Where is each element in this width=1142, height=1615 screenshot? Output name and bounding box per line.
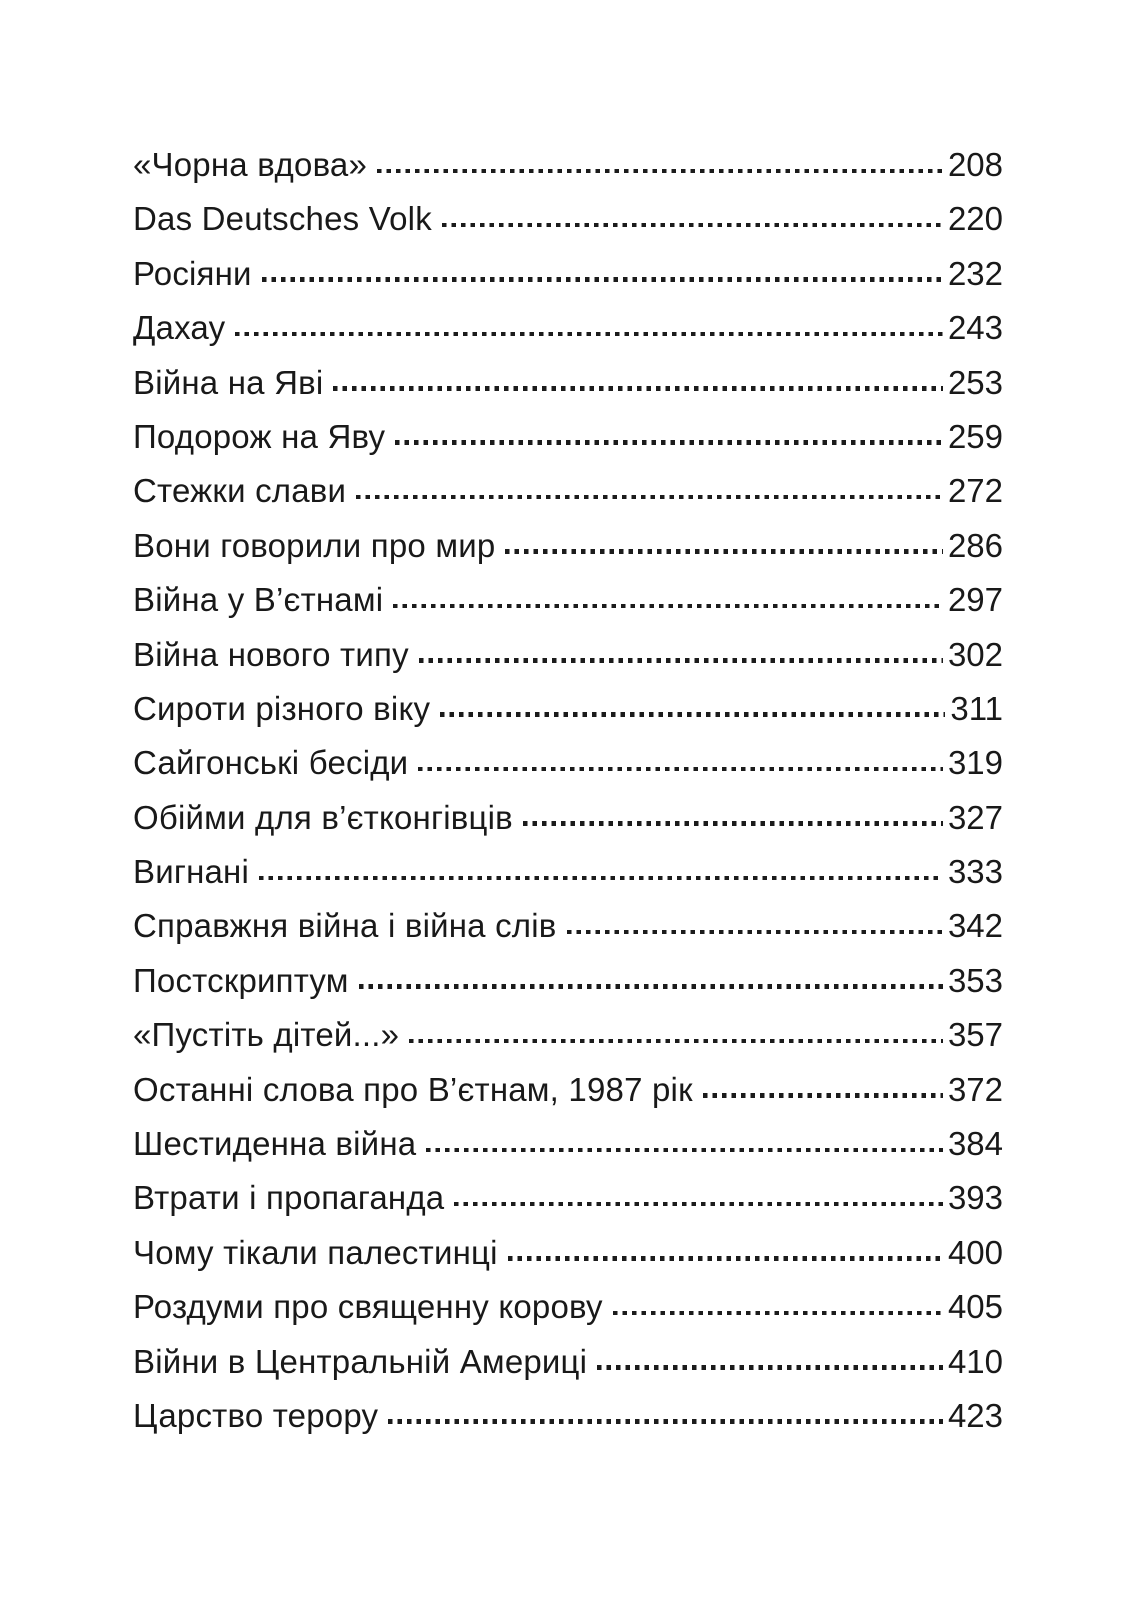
dot-leader — [613, 1311, 943, 1316]
toc-entry-title: Втрати і пропаганда — [133, 1179, 445, 1217]
dot-leader — [388, 1419, 943, 1424]
toc-entry-page-number: 311 — [950, 689, 1003, 727]
toc-entry — [133, 247, 1003, 301]
toc-entry-page-number: 393 — [947, 1179, 1003, 1217]
toc-entry-title: Вони говорили про мир — [133, 526, 496, 564]
toc-entry — [133, 1226, 1003, 1280]
dot-leader — [597, 1365, 943, 1370]
toc-entry-title: Роздуми про священну корову — [133, 1288, 603, 1326]
toc-entry — [133, 899, 1003, 953]
toc-entry-page-number: 220 — [947, 200, 1003, 238]
dot-leader — [395, 440, 943, 445]
toc-entry-page-number: 243 — [947, 309, 1003, 347]
toc-entry — [133, 1280, 1003, 1334]
dot-leader — [262, 277, 943, 282]
dot-leader — [523, 821, 943, 826]
toc-entry — [133, 845, 1003, 899]
toc-entry-title: Вигнані — [133, 853, 250, 891]
toc-entry-title: Чому тікали палестинці — [133, 1233, 498, 1271]
toc-entry-title: Шестиденна війна — [133, 1125, 417, 1163]
dot-leader — [508, 1256, 943, 1261]
toc-entry-title: Війна на Яві — [133, 363, 324, 401]
dot-leader — [377, 169, 943, 174]
dot-leader — [454, 1202, 943, 1207]
dot-leader — [703, 1093, 943, 1098]
toc-entry — [133, 1335, 1003, 1389]
toc-entry-title: Обійми для в’єтконгівців — [133, 798, 513, 836]
toc-entry-page-number: 302 — [947, 635, 1003, 673]
toc-entry-page-number: 327 — [947, 798, 1003, 836]
toc-entry-title: Дахау — [133, 309, 226, 347]
toc-entry-title: Справжня війна і війна слів — [133, 907, 557, 945]
toc-entry — [133, 192, 1003, 246]
toc-entry-page-number: 400 — [947, 1233, 1003, 1271]
toc-entry-title: Війна у В’єтнамі — [133, 581, 384, 619]
toc-entry — [133, 1171, 1003, 1225]
toc-entry-page-number: 384 — [947, 1125, 1003, 1163]
toc-entry — [133, 682, 1003, 736]
toc-entry-page-number: 253 — [947, 363, 1003, 401]
dot-leader — [440, 712, 945, 717]
toc-entry — [133, 410, 1003, 464]
dot-leader — [505, 549, 943, 554]
toc-entry-title: Війна нового типу — [133, 635, 409, 673]
toc-entry — [133, 628, 1003, 682]
toc-entry-title: Росіяни — [133, 254, 252, 292]
toc-entry-page-number: 342 — [947, 907, 1003, 945]
toc-entry-title: Стежки слави — [133, 472, 347, 510]
toc-entry-title: Останні слова про В’єтнам, 1987 рік — [133, 1070, 693, 1108]
toc-entry — [133, 573, 1003, 627]
toc-entry-title: Подорож на Яву — [133, 417, 386, 455]
dot-leader — [409, 1039, 943, 1044]
toc-entry-page-number: 405 — [947, 1288, 1003, 1326]
toc-entry-page-number: 259 — [947, 417, 1003, 455]
toc-entry-page-number: 357 — [947, 1016, 1003, 1054]
toc-entry — [133, 519, 1003, 573]
toc-entry-page-number: 208 — [947, 146, 1003, 183]
toc-entry — [133, 1117, 1003, 1171]
toc-entry-title: Сироти різного віку — [133, 689, 431, 727]
dot-leader — [393, 604, 943, 609]
toc-entry — [133, 464, 1003, 518]
toc-entry — [133, 954, 1003, 1008]
toc-entry — [133, 301, 1003, 355]
dot-leader — [418, 767, 943, 772]
dot-leader — [333, 386, 943, 391]
toc-entry — [133, 1389, 1003, 1443]
toc-entry-page-number: 372 — [947, 1070, 1003, 1108]
toc-entry — [133, 791, 1003, 845]
toc-entry-page-number: 410 — [947, 1342, 1003, 1380]
dot-leader — [235, 332, 943, 337]
dot-leader — [419, 658, 943, 663]
dot-leader — [426, 1148, 943, 1153]
toc-entry-page-number: 423 — [947, 1396, 1003, 1434]
toc-entry-title: «Чорна вдова» — [133, 146, 368, 183]
dot-leader — [567, 930, 943, 935]
toc-entry-title: Війни в Центральній Америці — [133, 1342, 588, 1380]
toc-entry-page-number: 353 — [947, 961, 1003, 999]
toc-entry-page-number: 232 — [947, 254, 1003, 292]
toc-entry — [133, 1008, 1003, 1062]
toc-entry-title: Царство терору — [133, 1396, 379, 1434]
dot-leader — [442, 223, 943, 228]
table-of-contents — [133, 138, 1003, 1443]
toc-entry-page-number: 272 — [947, 472, 1003, 510]
toc-entry-page-number: 297 — [947, 581, 1003, 619]
toc-entry-page-number: 286 — [947, 526, 1003, 564]
dot-leader — [356, 495, 943, 500]
toc-entry — [133, 356, 1003, 410]
dot-leader — [259, 876, 943, 881]
toc-entry-title: Постскриптум — [133, 961, 349, 999]
toc-entry-page-number: 319 — [947, 744, 1003, 782]
toc-entry — [133, 1063, 1003, 1117]
toc-entry — [133, 138, 1003, 192]
toc-entry-title: «Пустіть дітей...» — [133, 1016, 400, 1054]
toc-entry-page-number: 333 — [947, 853, 1003, 891]
toc-entry — [133, 736, 1003, 790]
dot-leader — [359, 984, 943, 989]
toc-entry-title: Сайгонські бесіди — [133, 744, 409, 782]
toc-entry-title: Das Deutsches Volk — [133, 200, 432, 238]
